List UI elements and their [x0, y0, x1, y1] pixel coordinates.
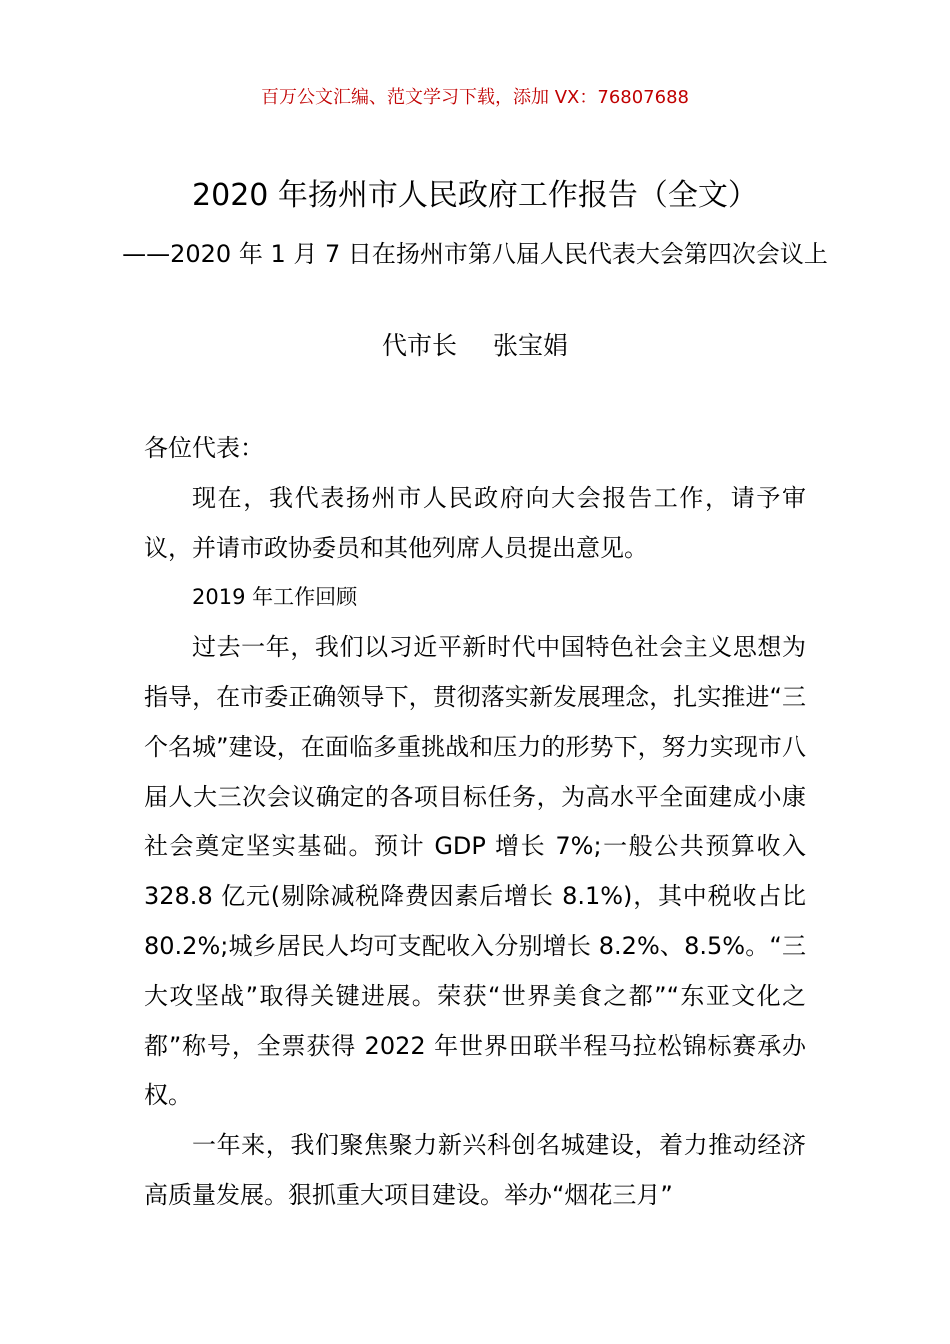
author-name: 张宝娟	[493, 331, 569, 360]
section-heading: 2019 年工作回顾	[192, 585, 358, 610]
salutation: 各位代表：	[144, 434, 264, 462]
paragraph-intro: 现在，我代表扬州市人民政府向大会报告工作，请予审议，并请市政协委员和其他列席人员提出意见。	[144, 483, 806, 562]
header-note	[0, 86, 950, 110]
document-subtitle: ——2020 年 1 月 7 日在扬州市第八届人民代表大会第四次会议上	[122, 240, 828, 268]
paragraph-review: 过去一年，我们以习近平新时代中国特色社会主义思想为指导，在市委正确领导下，贯彻落实新发展理念，扎实推进“三个名城”建设，在面临多重挑战和压力的形势下，努力实现市八届人大三次会议确定的各项目标任务，为高水平全面建成小康社会奠定坚实基础。预计 GDP 增长 7%;一般公共预算收入 328.8 亿元(剔除减税降费因素后增长 8.1%)，其中税收占比 80.2%;城乡居民人均可支配收入分别增长 8.2%、8.5%。“三大攻坚战”取得关键进展。荣获“世界美食之都”“东亚文化之都”称号，全票获得 2022 年世界田联半程马拉松锦标赛承办权。	[144, 633, 806, 1110]
header-note-text: 百万公文汇编、范文学习下载，添加 VX：76807688	[261, 87, 689, 108]
paragraph-achievements: 一年来，我们聚焦聚力新兴科创名城建设，着力推动经济高质量发展。狠抓重大项目建设。举办“烟花三月”	[144, 1131, 806, 1209]
document-body	[144, 424, 806, 1221]
author-line	[0, 326, 950, 366]
author-title: 代市长	[381, 331, 457, 360]
document-title: 2020 年扬州市人民政府工作报告（全文）	[192, 178, 758, 213]
